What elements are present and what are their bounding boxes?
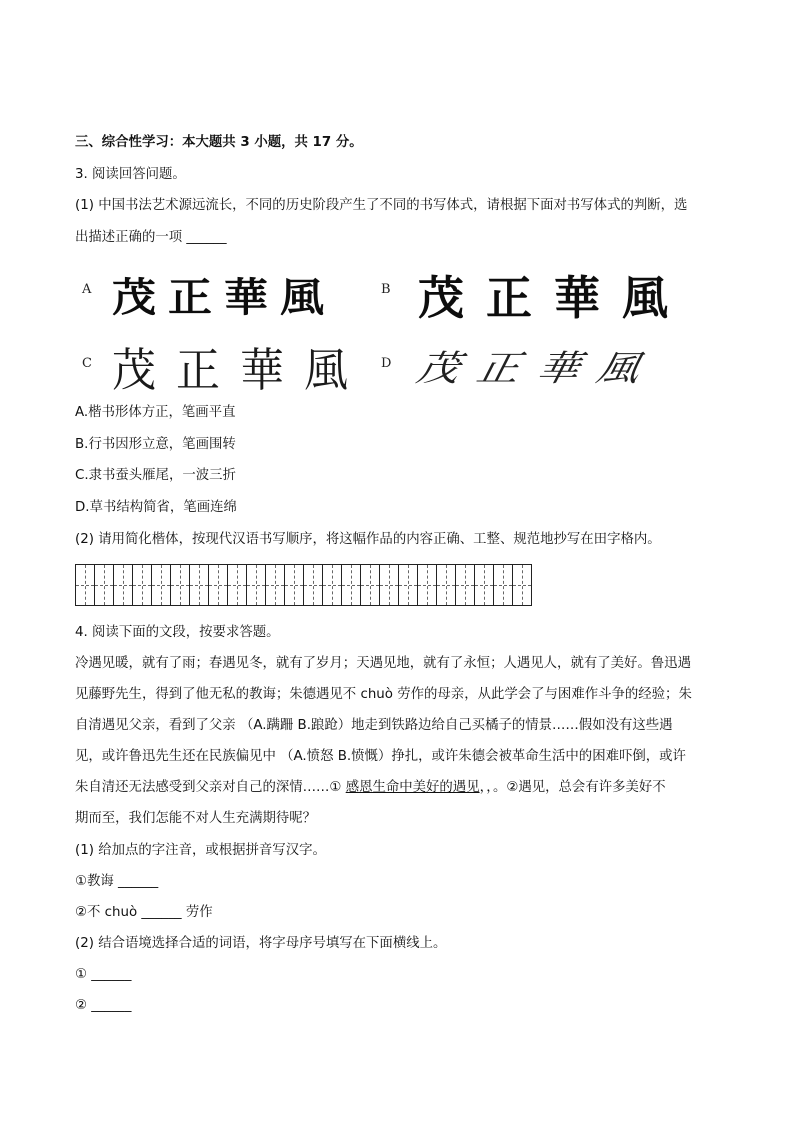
question-3-part2: (2) 请用简化楷体，按现代汉语书写顺序，将这幅作品的内容正确、工整、规范地抄写在田字格内。 [75,532,661,547]
grid-cell[interactable] [475,565,494,605]
sample-letter-a: A [82,282,92,297]
grid-cell[interactable] [95,565,114,605]
question-3-part1-line2: 出描述正确的一项 ______ [75,230,227,245]
question-3-part1-line1: (1) 中国书法艺术源远流长，不同的历史阶段产生了不同的书写体式，请根据下面对书写体式的判断，选 [75,198,688,213]
grid-cell[interactable] [494,565,513,605]
grid-cell[interactable] [114,565,133,605]
grid-cell[interactable] [380,565,399,605]
sample-a-glyphs: 茂正華風 [112,275,336,321]
sample-letter-d: D [381,356,392,371]
underlined-sentence: 感恩生命中美好的遇见 [345,780,480,795]
question-3-title: 3. 阅读回答问题。 [75,167,186,182]
passage-line-3: 自清遇见父亲，看到了父亲 （A.蹒跚 B.踉跄）地走到铁路边给自己买橘子的情景……假如没有这些遇 [75,718,673,733]
question-4-sub1-b: ②不 chuò ______ 劳作 [75,905,213,920]
passage-line-4: 见，或许鲁迅先生还在民族偏见中 （A.愤怒 B.愤慨）挣扎，或许朱德会被革命生活中的困难吓倒，或许 [75,749,686,764]
sample-letter-c: C [82,356,92,371]
grid-cell[interactable] [437,565,456,605]
calligraphy-sample-b [418,262,690,328]
grid-cell[interactable] [399,565,418,605]
question-4-title: 4. 阅读下面的文段，按要求答题。 [75,625,280,640]
sample-b-glyphs: 茂正華風 [418,271,690,325]
grid-cell[interactable] [76,565,95,605]
calligraphy-sample-a [112,262,336,326]
option-a: A.楷书形体方正，笔画平直 [75,405,236,420]
grid-cell[interactable] [361,565,380,605]
grid-cell[interactable] [304,565,323,605]
sample-c-glyphs: 茂正華風 [112,343,368,398]
sample-d-glyphs: 茂正華風 [413,347,662,389]
question-4-sub1-a: ①教诲 ______ [75,874,159,889]
grid-cell[interactable] [133,565,152,605]
grid-cell[interactable] [266,565,285,605]
question-4-sub2: (2) 结合语境选择合适的词语，将字母序号填写在下面横线上。 [75,936,447,951]
passage-line-5 [75,778,666,798]
calligraphy-sample-c [112,334,368,398]
grid-cell[interactable] [342,565,361,605]
passage-line-5-pre: 朱自清还无法感受到父亲对自己的深情……① [75,780,346,795]
option-c: C.隶书蚕头雁尾，一波三折 [75,468,236,483]
grid-cell[interactable] [228,565,247,605]
grid-cell[interactable] [418,565,437,605]
grid-cell[interactable] [171,565,190,605]
grid-cell[interactable] [209,565,228,605]
grid-cell[interactable] [247,565,266,605]
question-4-sub2-b: ② ______ [75,998,132,1013]
grid-cell[interactable] [513,565,532,605]
section-heading: 三、综合性学习：本大题共 3 小题，共 17 分。 [75,135,363,150]
sample-letter-b: B [381,282,391,297]
grid-cell[interactable] [456,565,475,605]
tianzige-grid[interactable] [75,564,532,606]
calligraphy-sample-d [413,336,662,396]
question-4-sub2-a: ① ______ [75,967,132,982]
grid-cell[interactable] [323,565,342,605]
grid-cell[interactable] [190,565,209,605]
grid-cell[interactable] [152,565,171,605]
option-b: B.行书因形立意，笔画围转 [75,437,236,452]
passage-line-2: 见藤野先生，得到了他无私的教诲；朱德遇见不 chuò 劳作的母亲，从此学会了与困难作斗争的经验；朱 [75,687,692,702]
question-4-sub1: (1) 给加点的字注音，或根据拼音写汉字。 [75,843,326,858]
passage-line-1: 冷遇见暖，就有了雨；春遇见冬，就有了岁月；天遇见地，就有了永恒；人遇见人，就有了美好。鲁迅遇 [75,656,691,671]
grid-cell[interactable] [285,565,304,605]
option-d: D.草书结构简省，笔画连绵 [75,500,237,515]
passage-line-5-post: ，，。②遇见，总会有许多美好不 [479,780,666,795]
passage-line-6: 期而至，我们怎能不对人生充满期待呢？ [75,811,317,826]
